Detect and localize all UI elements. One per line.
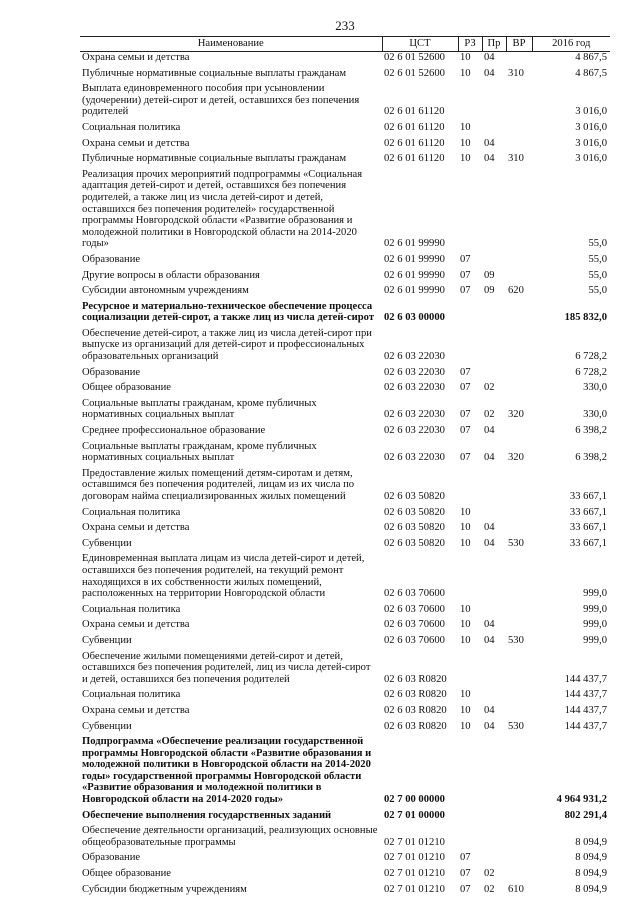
row-rz: 10 bbox=[460, 153, 471, 165]
row-value: 55,0 bbox=[588, 285, 607, 297]
row-vr bbox=[506, 689, 532, 705]
row-name: Обеспечение детей-сирот, а также лиц из числа детей-сирот при выпуске из организаций для детей-сирот и профессиональных образовательных организаций bbox=[82, 327, 372, 363]
table-row bbox=[80, 328, 610, 367]
row-pr: 04 bbox=[484, 67, 495, 79]
table-row bbox=[80, 68, 610, 84]
header-vr: ВР bbox=[506, 37, 532, 52]
row-value: 6 728,2 bbox=[575, 351, 607, 363]
row-pr bbox=[482, 852, 506, 868]
row-rz: 07 bbox=[460, 285, 471, 297]
row-rz: 10 bbox=[460, 619, 471, 631]
row-vr: 310 bbox=[508, 153, 524, 165]
row-rz: 10 bbox=[460, 522, 471, 534]
table-row bbox=[80, 522, 610, 538]
row-rz: 07 bbox=[460, 253, 471, 265]
row-vr bbox=[506, 122, 532, 138]
row-cst: 02 6 03 22030 bbox=[384, 425, 445, 437]
table-row bbox=[80, 604, 610, 620]
row-cst: 02 6 03 R0820 bbox=[384, 673, 447, 685]
table-row bbox=[80, 301, 610, 328]
row-value: 8 094,9 bbox=[575, 852, 607, 864]
row-rz: 07 bbox=[460, 425, 471, 437]
table-row bbox=[80, 398, 610, 425]
row-value: 3 016,0 bbox=[575, 106, 607, 118]
row-name: Другие вопросы в области образования bbox=[82, 269, 260, 281]
row-pr: 04 bbox=[484, 52, 495, 63]
row-rz bbox=[458, 651, 482, 690]
row-cst: 02 6 01 99990 bbox=[384, 253, 445, 265]
row-value: 999,0 bbox=[583, 619, 607, 631]
row-rz: 10 bbox=[460, 52, 471, 63]
row-value: 802 291,4 bbox=[564, 809, 607, 821]
row-rz bbox=[458, 810, 482, 826]
row-name: Обеспечение выполнения государственных заданий bbox=[82, 809, 332, 821]
row-vr bbox=[506, 522, 532, 538]
row-name: Публичные нормативные социальные выплаты гражданам bbox=[82, 153, 347, 165]
header-name: Наименование bbox=[80, 37, 382, 52]
row-rz: 07 bbox=[460, 382, 471, 394]
row-pr: 04 bbox=[484, 720, 495, 732]
row-cst: 02 6 01 61120 bbox=[384, 137, 445, 149]
row-value: 33 667,1 bbox=[569, 506, 607, 518]
budget-table bbox=[80, 36, 610, 899]
row-rz bbox=[458, 468, 482, 507]
row-cst: 02 6 03 R0820 bbox=[384, 689, 447, 701]
row-name: Охрана семьи и детства bbox=[82, 137, 190, 149]
row-name: Субвенции bbox=[82, 537, 132, 549]
row-vr: 530 bbox=[508, 634, 524, 646]
row-name: Субвенции bbox=[82, 634, 132, 646]
table-row bbox=[80, 285, 610, 301]
row-rz bbox=[458, 825, 482, 852]
table-row bbox=[80, 538, 610, 554]
row-vr bbox=[506, 651, 532, 690]
row-pr: 02 bbox=[484, 409, 495, 421]
row-vr bbox=[506, 507, 532, 523]
row-vr: 610 bbox=[508, 883, 524, 895]
table-row bbox=[80, 810, 610, 826]
table-row bbox=[80, 254, 610, 270]
row-name: Реализация прочих мероприятий подпрограммы «Социальная адаптация детей-сирот и детей, оставшихся без попечения родителей, а также лиц из числа детей-сирот и детей, оставшихся без попечения родителей» государственной программы Новгородской области «Развитие образования и молодежной политики в Новгородской области на 2014-2020 годы» bbox=[82, 168, 363, 250]
table-row bbox=[80, 689, 610, 705]
row-vr: 620 bbox=[508, 285, 524, 297]
row-pr: 02 bbox=[484, 883, 495, 895]
row-pr bbox=[482, 169, 506, 254]
row-rz bbox=[458, 169, 482, 254]
table-row bbox=[80, 83, 610, 122]
row-rz: 10 bbox=[460, 506, 471, 518]
row-pr: 04 bbox=[484, 704, 495, 716]
table-row bbox=[80, 721, 610, 737]
row-value: 8 094,9 bbox=[575, 868, 607, 880]
row-pr bbox=[482, 367, 506, 383]
row-rz: 10 bbox=[460, 704, 471, 716]
row-pr bbox=[482, 736, 506, 810]
header-year: 2016 год bbox=[532, 37, 610, 52]
row-cst: 02 7 01 00000 bbox=[384, 809, 445, 821]
row-cst: 02 6 03 22030 bbox=[384, 409, 445, 421]
row-vr bbox=[506, 868, 532, 884]
row-rz: 07 bbox=[460, 409, 471, 421]
header-rz: РЗ bbox=[458, 37, 482, 52]
row-cst: 02 6 01 61120 bbox=[384, 153, 445, 165]
row-value: 144 437,7 bbox=[564, 704, 607, 716]
row-rz: 10 bbox=[460, 137, 471, 149]
row-value: 3 016,0 bbox=[575, 153, 607, 165]
row-vr bbox=[506, 328, 532, 367]
row-cst: 02 6 03 22030 bbox=[384, 366, 445, 378]
row-rz: 07 bbox=[460, 366, 471, 378]
table-row bbox=[80, 825, 610, 852]
row-name: Образование bbox=[82, 253, 141, 265]
row-vr bbox=[506, 138, 532, 154]
row-pr: 09 bbox=[484, 269, 495, 281]
row-name: Социальная политика bbox=[82, 121, 181, 133]
row-rz bbox=[458, 328, 482, 367]
row-cst: 02 6 01 61120 bbox=[384, 106, 445, 118]
row-pr: 04 bbox=[484, 522, 495, 534]
table-body bbox=[80, 52, 610, 900]
row-rz: 07 bbox=[460, 852, 471, 864]
table-row bbox=[80, 868, 610, 884]
row-value: 330,0 bbox=[583, 382, 607, 394]
row-rz: 07 bbox=[460, 269, 471, 281]
row-name: Образование bbox=[82, 852, 141, 864]
row-cst: 02 6 01 52600 bbox=[384, 52, 445, 63]
row-name: Общее образование bbox=[82, 868, 171, 880]
table-row bbox=[80, 270, 610, 286]
row-name: Среднее профессиональное образование bbox=[82, 425, 266, 437]
row-vr: 320 bbox=[508, 409, 524, 421]
row-pr: 04 bbox=[484, 137, 495, 149]
row-name: Социальная политика bbox=[82, 689, 181, 701]
row-value: 6 728,2 bbox=[575, 366, 607, 378]
row-name: Субсидии автономным учреждениям bbox=[82, 285, 249, 297]
row-name: Выплата единовременного пособия при усыновлении (удочерении) детей-сирот и детей, оставшихся без попечения родителей bbox=[82, 83, 360, 118]
row-vr bbox=[506, 254, 532, 270]
row-pr bbox=[482, 83, 506, 122]
document-page bbox=[80, 18, 610, 899]
row-pr bbox=[482, 604, 506, 620]
row-value: 330,0 bbox=[583, 409, 607, 421]
row-name: Социальная политика bbox=[82, 506, 181, 518]
row-cst: 02 7 01 01210 bbox=[384, 852, 445, 864]
row-cst: 02 6 03 70600 bbox=[384, 619, 445, 631]
table-row bbox=[80, 441, 610, 468]
row-vr bbox=[506, 382, 532, 398]
row-pr: 04 bbox=[484, 537, 495, 549]
table-row bbox=[80, 619, 610, 635]
row-vr bbox=[506, 619, 532, 635]
row-pr bbox=[482, 651, 506, 690]
row-name: Социальные выплаты гражданам, кроме публичных нормативных социальных выплат bbox=[82, 397, 317, 421]
page-number: 233 bbox=[335, 18, 355, 33]
header-cst: ЦСТ bbox=[382, 37, 458, 52]
row-value: 55,0 bbox=[588, 238, 607, 250]
row-pr bbox=[482, 122, 506, 138]
row-pr: 04 bbox=[484, 425, 495, 437]
header-pr: Пр bbox=[482, 37, 506, 52]
row-name: Охрана семьи и детства bbox=[82, 52, 190, 63]
row-value: 144 437,7 bbox=[564, 720, 607, 732]
row-vr: 530 bbox=[508, 537, 524, 549]
row-pr: 02 bbox=[484, 382, 495, 394]
row-pr bbox=[482, 825, 506, 852]
row-cst: 02 6 03 70600 bbox=[384, 634, 445, 646]
table-row bbox=[80, 382, 610, 398]
row-vr bbox=[506, 604, 532, 620]
row-pr bbox=[482, 254, 506, 270]
row-name: Субсидии бюджетным учреждениям bbox=[82, 883, 247, 895]
row-cst: 02 6 03 R0820 bbox=[384, 720, 447, 732]
table-row bbox=[80, 138, 610, 154]
row-name: Обеспечение деятельности организаций, реализующих основные общеобразовательные программы bbox=[82, 825, 378, 848]
table-row bbox=[80, 367, 610, 383]
row-cst: 02 6 01 52600 bbox=[384, 67, 445, 79]
row-value: 4 867,5 bbox=[575, 67, 607, 79]
row-rz: 10 bbox=[460, 67, 471, 79]
row-name: Социальная политика bbox=[82, 603, 181, 615]
row-value: 33 667,1 bbox=[569, 522, 607, 534]
row-cst: 02 7 01 01210 bbox=[384, 883, 445, 895]
row-vr bbox=[506, 169, 532, 254]
row-name: Охрана семьи и детства bbox=[82, 619, 190, 631]
row-value: 144 437,7 bbox=[564, 689, 607, 701]
row-value: 33 667,1 bbox=[569, 537, 607, 549]
row-name: Публичные нормативные социальные выплаты гражданам bbox=[82, 67, 347, 79]
row-pr: 02 bbox=[484, 868, 495, 880]
row-value: 4 867,5 bbox=[575, 52, 607, 63]
row-value: 3 016,0 bbox=[575, 137, 607, 149]
row-name: Единовременная выплата лицам из числа детей-сирот и детей, оставшихся без попечения родителей, на текущий ремонт находящихся в их собственности жилых помещений, расположенных на территории Новгородской области bbox=[82, 553, 365, 600]
row-cst: 02 6 03 50820 bbox=[384, 537, 445, 549]
row-cst: 02 6 03 50820 bbox=[384, 491, 445, 502]
row-rz bbox=[458, 83, 482, 122]
row-cst: 02 6 03 R0820 bbox=[384, 704, 447, 716]
row-value: 8 094,9 bbox=[575, 836, 607, 848]
row-pr: 04 bbox=[484, 634, 495, 646]
row-pr bbox=[482, 689, 506, 705]
row-value: 8 094,9 bbox=[575, 883, 607, 895]
table-row bbox=[80, 153, 610, 169]
row-vr bbox=[506, 301, 532, 328]
row-cst: 02 6 03 22030 bbox=[384, 452, 445, 464]
table-row bbox=[80, 425, 610, 441]
row-rz: 10 bbox=[460, 121, 471, 133]
row-value: 999,0 bbox=[583, 588, 607, 600]
row-vr bbox=[506, 705, 532, 721]
row-name: Обеспечение жилыми помещениями детей-сирот и детей, оставшихся без попечения родителей, лиц из числа детей-сирот и детей, оставшихся без попечения родителей bbox=[82, 650, 371, 685]
row-name: Образование bbox=[82, 366, 141, 378]
row-cst: 02 6 01 99990 bbox=[384, 285, 445, 297]
row-rz: 10 bbox=[460, 634, 471, 646]
row-rz: 10 bbox=[460, 689, 471, 701]
row-name: Социальные выплаты гражданам, кроме публичных нормативных социальных выплат bbox=[82, 440, 317, 464]
table-header bbox=[80, 37, 610, 52]
row-cst: 02 7 00 00000 bbox=[384, 794, 445, 806]
row-value: 999,0 bbox=[583, 634, 607, 646]
table-row bbox=[80, 884, 610, 900]
row-vr: 320 bbox=[508, 452, 524, 464]
row-value: 6 398,2 bbox=[575, 452, 607, 464]
row-rz bbox=[458, 553, 482, 603]
row-pr bbox=[482, 810, 506, 826]
table-row bbox=[80, 736, 610, 810]
table-row bbox=[80, 852, 610, 868]
row-vr: 310 bbox=[508, 67, 524, 79]
row-cst: 02 6 03 22030 bbox=[384, 382, 445, 394]
row-pr: 09 bbox=[484, 285, 495, 297]
row-rz: 07 bbox=[460, 883, 471, 895]
row-value: 6 398,2 bbox=[575, 425, 607, 437]
row-name: Общее образование bbox=[82, 382, 171, 394]
row-vr bbox=[506, 425, 532, 441]
row-name: Охрана семьи и детства bbox=[82, 522, 190, 534]
table-row bbox=[80, 52, 610, 68]
row-value: 144 437,7 bbox=[564, 673, 607, 685]
row-value: 55,0 bbox=[588, 269, 607, 281]
row-rz: 10 bbox=[460, 537, 471, 549]
row-rz bbox=[458, 301, 482, 328]
row-cst: 02 6 03 22030 bbox=[384, 351, 445, 363]
row-value: 999,0 bbox=[583, 603, 607, 615]
row-vr: 530 bbox=[508, 720, 524, 732]
row-cst: 02 7 01 01210 bbox=[384, 836, 445, 848]
row-cst: 02 6 03 70600 bbox=[384, 588, 445, 600]
row-cst: 02 6 03 50820 bbox=[384, 522, 445, 534]
row-vr bbox=[506, 270, 532, 286]
row-name: Субвенции bbox=[82, 720, 132, 732]
row-pr bbox=[482, 328, 506, 367]
row-cst: 02 6 01 99990 bbox=[384, 238, 445, 250]
row-name: Подпрограмма «Обеспечение реализации государственной программы Новгородской области «Развитие образования и молодежной политики в Новгородской области на 2014-2020 годы» государственной программы Новгородской области «Развитие образования и молодежной политики в Новгородской области на 2014-2020 годы» bbox=[82, 736, 372, 806]
row-vr bbox=[506, 367, 532, 383]
table-row bbox=[80, 169, 610, 254]
table-row bbox=[80, 122, 610, 138]
row-vr bbox=[506, 810, 532, 826]
row-name: Охрана семьи и детства bbox=[82, 704, 190, 716]
row-vr bbox=[506, 736, 532, 810]
row-cst: 02 7 01 01210 bbox=[384, 868, 445, 880]
row-name: Ресурсное и материально-техническое обеспечение процесса социализации детей-сирот, а также лиц из числа детей-сирот bbox=[82, 300, 375, 324]
row-name: Предоставление жилых помещений детям-сиротам и детям, оставшимся без попечения родителей, лицам из их числа по договорам найма специализированных жилых помещений bbox=[82, 467, 355, 502]
row-pr bbox=[482, 301, 506, 328]
row-value: 3 016,0 bbox=[575, 121, 607, 133]
row-value: 185 832,0 bbox=[564, 312, 607, 324]
row-vr bbox=[506, 83, 532, 122]
row-pr bbox=[482, 507, 506, 523]
row-pr: 04 bbox=[484, 619, 495, 631]
row-rz: 07 bbox=[460, 452, 471, 464]
row-vr bbox=[506, 52, 532, 68]
row-vr bbox=[506, 852, 532, 868]
row-cst: 02 6 01 61120 bbox=[384, 121, 445, 133]
row-value: 4 964 931,2 bbox=[556, 794, 607, 806]
row-value: 55,0 bbox=[588, 253, 607, 265]
table-row bbox=[80, 705, 610, 721]
row-cst: 02 6 03 70600 bbox=[384, 603, 445, 615]
table-row bbox=[80, 635, 610, 651]
row-vr bbox=[506, 825, 532, 852]
row-pr bbox=[482, 468, 506, 507]
row-pr bbox=[482, 553, 506, 603]
row-vr bbox=[506, 553, 532, 603]
table-row bbox=[80, 651, 610, 690]
row-value: 33 667,1 bbox=[569, 491, 607, 502]
row-rz: 10 bbox=[460, 720, 471, 732]
row-rz: 07 bbox=[460, 868, 471, 880]
row-rz bbox=[458, 736, 482, 810]
row-vr bbox=[506, 468, 532, 507]
row-cst: 02 6 01 99990 bbox=[384, 269, 445, 281]
row-cst: 02 6 03 00000 bbox=[384, 312, 445, 324]
row-pr: 04 bbox=[484, 452, 495, 464]
row-pr: 04 bbox=[484, 153, 495, 165]
row-rz: 10 bbox=[460, 603, 471, 615]
table-row bbox=[80, 468, 610, 507]
table-row bbox=[80, 507, 610, 523]
row-cst: 02 6 03 50820 bbox=[384, 506, 445, 518]
table-row bbox=[80, 553, 610, 603]
